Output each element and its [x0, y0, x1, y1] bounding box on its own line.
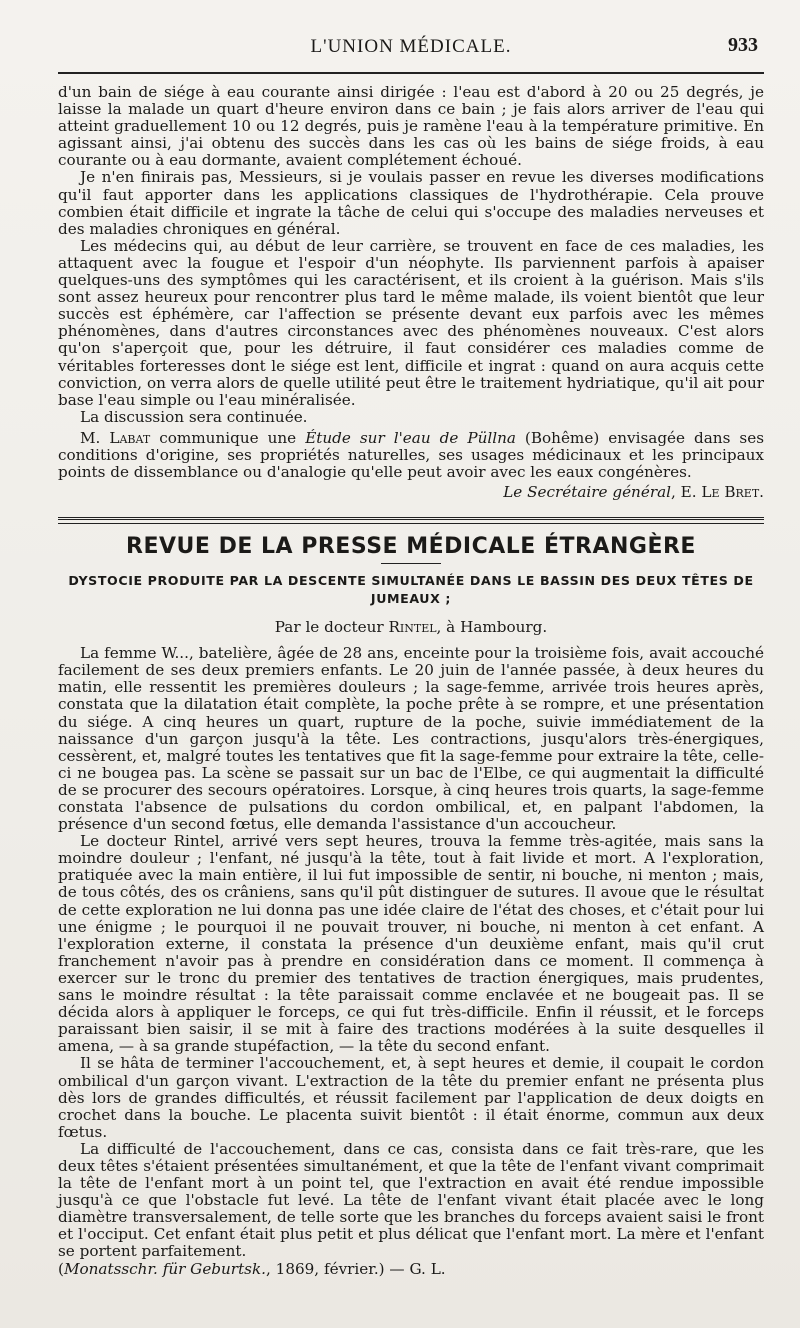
article-citation	[58, 1261, 764, 1278]
labat-study-title: Étude sur l'eau de Püllna	[305, 428, 516, 447]
minutes-paragraph-4: La discussion sera continuée.	[80, 407, 308, 426]
secretary-signature	[58, 483, 764, 501]
minutes-paragraph-3: Les médecins qui, au début de leur carrière, se trouvent en face de ces maladies, les attaquent avec la fougue et l'espoir d'un néophyte. Ils parviennent parfois à apaiser quelques-uns des symptômes qui les caractérisent, et ils croient à la guérison. Mais s'ils sont assez heureux pour rencontrer plus tard le même malade, ils voient bientôt que leur succès est éphémère, car l'affection se présente devant eux parfois avec les mêmes phénomènes, dans d'autres circonstances avec des phénomènes nouveaux. C'est alors qu'on s'aperçoit que, pour les détruire, il faut considérer ces maladies comme de véritables forteresses dont le siége est lent, difficile et ingrat : quand on aura acquis cette conviction, on verra alors de quelle utilité peut être le traitement hydriatique, qu'il ait pour base l'eau simple ou l'eau minéralisée.	[58, 236, 764, 409]
labat-paragraph	[58, 430, 764, 481]
signature-separator: ,	[671, 483, 681, 502]
article-paragraph-3: Il se hâta de terminer l'accouchement, et, à sept heures et demie, il coupait le cordon ombilical d'un garçon vivant. L'extraction de la tête du premier enfant ne présenta plus dès lors de grandes difficultés, et réussit facilement par l'application de deux doigts en crochet dans la bouche. Le placenta suivit bientôt : il était énorme, commun aux deux fœtus.	[58, 1054, 764, 1141]
article-paragraph-1: La femme W..., batelière, âgée de 28 ans, enceinte pour la troisième fois, avait accouché facilement de ses deux premiers enfants. Le 20 juin de l'année passée, à deux heures du matin, elle ressentit les premières douleurs ; la sage-femme, arrivée trois heures après, constata que la dilatation était complète, la poche prête à se rompre, et une présentation du siége. A cinq heures un quart, rupture de la poche, suivie immédiatement de la naissance d'un garçon jusqu'à la tête. Les contractions, jusqu'alors très-énergiques, cessèrent, et, malgré toutes les tentatives que fit la sage-femme pour extraire la tête, celle-ci ne bougea pas. La scène se passait sur un bac de l'Elbe, ce qui augmentait la difficulté de se procurer des secours opératoires. Lorsque, à cinq heures trois quarts, la sage-femme constata l'absence de pulsations du cordon ombilical, et, en palpant l'abdomen, la présence d'un second fœtus, elle demanda l'assistance d'un accoucheur.	[58, 644, 764, 834]
labat-name: Labat	[109, 428, 151, 447]
byline-before: Par le docteur	[274, 618, 389, 637]
minutes-paragraph-2: Je n'en finirais pas, Messieurs, si je voulais passer en revue les diverses modifications qu'il faut apporter dans les applications classiques de l'hydrothérapie. Cela prouve combien était difficile et ingrate la tâche de celui qui s'occupe des maladies nerveuses et des maladies chroniques en général.	[58, 168, 764, 238]
article-title: DYSTOCIE PRODUITE PAR LA DESCENTE SIMULTANÉE DANS LE BASSIN DES DEUX TÊTES DE JUMEAUX ;	[68, 573, 754, 607]
byline-after: , à Hambourg.	[436, 618, 548, 637]
signature-end: .	[759, 483, 764, 502]
citation-journal: Monatsschr. für Geburtsk.	[63, 1259, 266, 1278]
signature-surname: Le Bret	[701, 483, 760, 502]
citation-open: (	[58, 1259, 64, 1278]
signature-role: Le Secrétaire général	[503, 483, 671, 502]
article-paragraph-4: La difficulté de l'accouchement, dans ce cas, consista dans ce fait très-rare, que les deux têtes s'étaient présentées simultanément, et que la tête de l'enfant vivant comprimait la tête de l'enfant mort à un point tel, que l'extraction en avait été rendue impossible jusqu'à ce que l'obstacle fut levé. La tête de l'enfant vivant était placée avec le long diamètre transversalement, de telle sorte que les branches du forceps avaient saisi le front et l'occiput. Cet enfant était plus petit et plus délicat que l'enfant mort. La mère et l'enfant se portent parfaitement.	[58, 1139, 764, 1261]
minutes-paragraph-1: d'un bain de siége à eau courante ainsi dirigée : l'eau est d'abord à 20 ou 25 degrés, je laisse la malade un quart d'heure environ dans ce bain ; je fais alors arriver de l'eau qui atteint graduellement 10 ou 12 degrés, puis je ramène l'eau à la température primitive. En agissant ainsi, j'ai obtenu des succès dans les cas où les bains de siége froids, à eau courante ou à eau dormante, avaient complétement échoué.	[58, 83, 764, 170]
article-paragraph-2: Le docteur Rintel, arrivé vers sept heures, trouva la femme très-agitée, mais sans la moindre douleur ; l'enfant, né jusqu'à la tête, tout à fait livide et mort. A l'exploration, pratiquée avec la main entière, il lui fut impossible de sentir, ni bouche, ni menton ; mais, de tous côtés, des os crâniens, sans qu'il pût distinguer de sutures. Il avoue que le résultat de cette exploration ne lui donna pas une idée claire de l'état des choses, et c'était pour lui une énigme ; le pourquoi il ne pouvait trouver, ni bouche, ni menton à cet enfant. A l'exploration externe, il constata la présence d'un deuxième enfant, mais qu'il crut franchement n'avoir pas à prendre en considération dans ce moment. Il commença à exercer sur le tronc du premier des tentatives de traction énergiques, mais prudentes, sans le moindre résultat : la tête paraissait comme enclavée et ne bougeait pas. Il se décida alors à appliquer le forceps, ce qui fut très-difficile. Enfin il réussit, et le forceps paraissant bien saisir, il se mit à faire des tractions modérées à la suite desquelles il amena, — à sa grande stupéfaction, — la tête du second enfant.	[58, 832, 764, 1056]
byline-name: Rintel	[388, 618, 437, 637]
citation-rest: , 1869, février.) — G. L.	[266, 1259, 446, 1278]
article-byline	[58, 618, 764, 636]
page-number: 933	[728, 34, 758, 56]
running-title: L'UNION MÉDICALE.	[310, 36, 512, 57]
labat-prefix: M.	[80, 428, 110, 447]
heading-underline	[381, 563, 441, 564]
signature-initial: E.	[680, 483, 702, 502]
section-divider	[58, 517, 764, 524]
section-heading: REVUE DE LA PRESSE MÉDICALE ÉTRANGÈRE	[126, 534, 696, 560]
header-rule	[58, 72, 764, 74]
running-head	[58, 34, 764, 64]
labat-text-before: communique une	[150, 428, 306, 447]
labat-text-after: (Bohême) envisagée dans ses conditions d'origine, ses propriétés naturelles, ses usages médicinaux et les principaux points de dissemblance ou d'analogie qu'elle peut avoir avec les eaux congénères.	[58, 428, 764, 482]
